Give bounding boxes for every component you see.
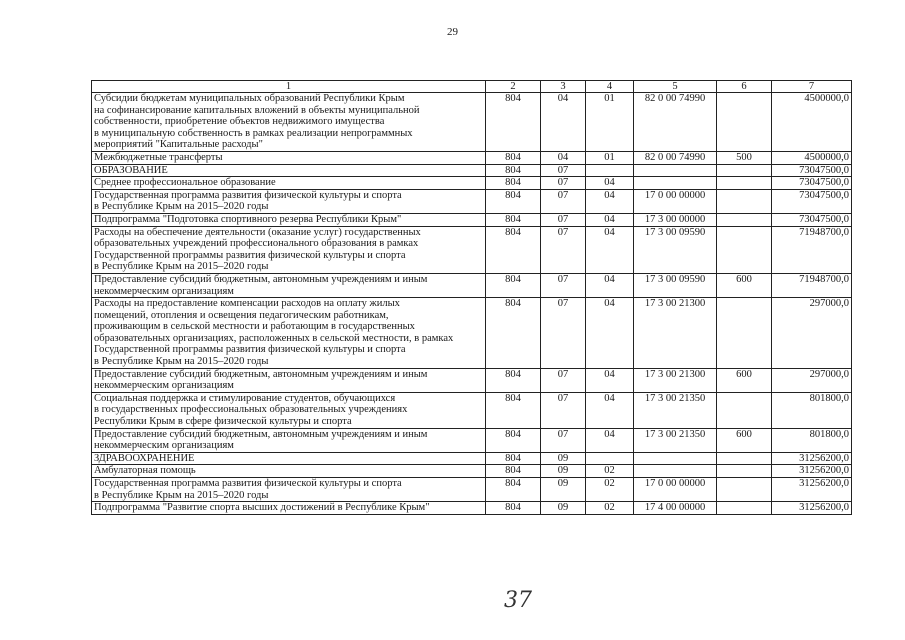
table-row	[92, 164, 852, 177]
table-row	[92, 428, 852, 452]
row-target-article	[634, 164, 717, 177]
row-expense-type	[717, 465, 772, 478]
table-row	[92, 151, 852, 164]
row-target-article: 17 3 00 21350	[634, 428, 717, 452]
row-subsection-code: 02	[586, 465, 634, 478]
row-ministry-code: 804	[486, 151, 541, 164]
row-ministry-code: 804	[486, 452, 541, 465]
row-ministry-code: 804	[486, 478, 541, 502]
column-header: 4	[586, 81, 634, 93]
row-amount: 297000,0	[772, 298, 852, 369]
row-subsection-code: 04	[586, 298, 634, 369]
row-expense-type	[717, 298, 772, 369]
row-description: ЗДРАВООХРАНЕНИЕ	[92, 452, 486, 465]
row-expense-type	[717, 177, 772, 190]
table-row	[92, 502, 852, 515]
row-description: Государственная программа развития физической культуры и спорта в Республике Крым на 2015–2020 годы	[92, 478, 486, 502]
row-amount: 73047500,0	[772, 177, 852, 190]
row-target-article	[634, 177, 717, 190]
row-amount: 4500000,0	[772, 93, 852, 152]
row-expense-type: 500	[717, 151, 772, 164]
row-expense-type	[717, 189, 772, 213]
row-target-article: 17 4 00 00000	[634, 502, 717, 515]
row-expense-type	[717, 478, 772, 502]
handwritten-page-number: 37	[504, 588, 532, 613]
row-target-article: 17 3 00 21300	[634, 298, 717, 369]
row-description: Социальная поддержка и стимулирование студентов, обучающихся в государственных профессиональных образовательных учреждениях Республики Крым в сфере физической культуры и спорта	[92, 392, 486, 428]
row-amount: 73047500,0	[772, 164, 852, 177]
row-expense-type	[717, 392, 772, 428]
row-section-code: 09	[541, 502, 586, 515]
row-target-article: 17 3 00 21300	[634, 368, 717, 392]
row-description: Межбюджетные трансферты	[92, 151, 486, 164]
row-section-code: 04	[541, 93, 586, 152]
row-ministry-code: 804	[486, 502, 541, 515]
row-target-article	[634, 452, 717, 465]
row-subsection-code: 04	[586, 226, 634, 273]
row-subsection-code: 04	[586, 189, 634, 213]
row-ministry-code: 804	[486, 465, 541, 478]
page-number: 29	[447, 26, 458, 38]
column-header: 1	[92, 81, 486, 93]
row-description: Предоставление субсидий бюджетным, автономным учреждениям и иным некоммерческим организациям	[92, 368, 486, 392]
row-subsection-code: 02	[586, 478, 634, 502]
row-subsection-code: 01	[586, 151, 634, 164]
row-ministry-code: 804	[486, 213, 541, 226]
row-ministry-code: 804	[486, 189, 541, 213]
table-row	[92, 226, 852, 273]
row-section-code: 07	[541, 189, 586, 213]
row-amount: 801800,0	[772, 392, 852, 428]
column-header: 5	[634, 81, 717, 93]
row-subsection-code: 01	[586, 93, 634, 152]
row-section-code: 07	[541, 298, 586, 369]
row-target-article: 82 0 00 74990	[634, 93, 717, 152]
row-amount: 31256200,0	[772, 452, 852, 465]
row-target-article: 17 0 00 00000	[634, 478, 717, 502]
row-section-code: 07	[541, 428, 586, 452]
table-row	[92, 368, 852, 392]
header-row	[92, 81, 852, 93]
row-description: ОБРАЗОВАНИЕ	[92, 164, 486, 177]
table-row	[92, 298, 852, 369]
row-section-code: 09	[541, 465, 586, 478]
row-subsection-code: 04	[586, 368, 634, 392]
row-description: Субсидии бюджетам муниципальных образований Республики Крым на софинансирование капитальных вложений в объекты муниципальной собственности, приобретение объектов недвижимого имущества в муниципальную собственность в рамках реализации непрограммных мероприятий "Капитальные расходы"	[92, 93, 486, 152]
row-section-code: 07	[541, 164, 586, 177]
column-header: 6	[717, 81, 772, 93]
row-amount: 73047500,0	[772, 189, 852, 213]
table-row	[92, 93, 852, 152]
row-expense-type: 600	[717, 428, 772, 452]
row-expense-type: 600	[717, 273, 772, 297]
row-ministry-code: 804	[486, 93, 541, 152]
row-expense-type	[717, 213, 772, 226]
row-description: Предоставление субсидий бюджетным, автономным учреждениям и иным некоммерческим организациям	[92, 428, 486, 452]
row-amount: 71948700,0	[772, 226, 852, 273]
row-ministry-code: 804	[486, 428, 541, 452]
row-description: Расходы на обеспечение деятельности (оказание услуг) государственных образовательных учреждений профессионального образования в рамках Государственной программы развития физической культуры и спорта в Республике Крым на 2015–2020 годы	[92, 226, 486, 273]
row-description: Среднее профессиональное образование	[92, 177, 486, 190]
row-ministry-code: 804	[486, 226, 541, 273]
row-amount: 297000,0	[772, 368, 852, 392]
table-row	[92, 213, 852, 226]
table-row	[92, 177, 852, 190]
row-description: Подпрограмма "Развитие спорта высших достижений в Республике Крым"	[92, 502, 486, 515]
row-description: Расходы на предоставление компенсации расходов на оплату жилых помещений, отопления и освещения педагогическим работникам, проживающим в сельской местности и работающим в государственных образовательных организациях, расположенных в сельской местности, в рамках Государственной программы развития физической культуры и спорта в Республике Крым на 2015–2020 годы	[92, 298, 486, 369]
row-expense-type	[717, 452, 772, 465]
row-amount: 31256200,0	[772, 502, 852, 515]
table-row	[92, 273, 852, 297]
row-subsection-code: 04	[586, 177, 634, 190]
column-header: 3	[541, 81, 586, 93]
row-target-article: 17 0 00 00000	[634, 189, 717, 213]
row-target-article: 17 3 00 09590	[634, 226, 717, 273]
row-amount: 31256200,0	[772, 465, 852, 478]
table-row	[92, 392, 852, 428]
row-subsection-code	[586, 164, 634, 177]
row-target-article: 82 0 00 74990	[634, 151, 717, 164]
row-subsection-code: 04	[586, 213, 634, 226]
row-expense-type	[717, 502, 772, 515]
row-description: Амбулаторная помощь	[92, 465, 486, 478]
row-section-code: 07	[541, 177, 586, 190]
row-subsection-code: 02	[586, 502, 634, 515]
row-subsection-code: 04	[586, 392, 634, 428]
row-expense-type	[717, 93, 772, 152]
row-section-code: 09	[541, 478, 586, 502]
row-ministry-code: 804	[486, 392, 541, 428]
row-section-code: 07	[541, 273, 586, 297]
row-amount: 801800,0	[772, 428, 852, 452]
budget-table	[91, 80, 852, 515]
row-amount: 73047500,0	[772, 213, 852, 226]
row-description: Подпрограмма "Подготовка спортивного резерва Республики Крым"	[92, 213, 486, 226]
row-amount: 4500000,0	[772, 151, 852, 164]
row-target-article	[634, 465, 717, 478]
row-target-article: 17 3 00 09590	[634, 273, 717, 297]
row-ministry-code: 804	[486, 164, 541, 177]
column-header: 7	[772, 81, 852, 93]
row-section-code: 07	[541, 392, 586, 428]
row-ministry-code: 804	[486, 298, 541, 369]
table-row	[92, 465, 852, 478]
row-subsection-code: 04	[586, 428, 634, 452]
row-subsection-code	[586, 452, 634, 465]
row-ministry-code: 804	[486, 273, 541, 297]
row-ministry-code: 804	[486, 177, 541, 190]
row-description: Государственная программа развития физической культуры и спорта в Республике Крым на 2015–2020 годы	[92, 189, 486, 213]
row-section-code: 09	[541, 452, 586, 465]
row-section-code: 07	[541, 368, 586, 392]
row-ministry-code: 804	[486, 368, 541, 392]
table-row	[92, 478, 852, 502]
row-amount: 31256200,0	[772, 478, 852, 502]
row-subsection-code: 04	[586, 273, 634, 297]
row-description: Предоставление субсидий бюджетным, автономным учреждениям и иным некоммерческим организациям	[92, 273, 486, 297]
row-target-article: 17 3 00 00000	[634, 213, 717, 226]
row-expense-type: 600	[717, 368, 772, 392]
column-header: 2	[486, 81, 541, 93]
row-section-code: 04	[541, 151, 586, 164]
table-row	[92, 452, 852, 465]
row-section-code: 07	[541, 226, 586, 273]
row-expense-type	[717, 164, 772, 177]
table-row	[92, 189, 852, 213]
row-expense-type	[717, 226, 772, 273]
row-target-article: 17 3 00 21350	[634, 392, 717, 428]
row-amount: 71948700,0	[772, 273, 852, 297]
row-section-code: 07	[541, 213, 586, 226]
